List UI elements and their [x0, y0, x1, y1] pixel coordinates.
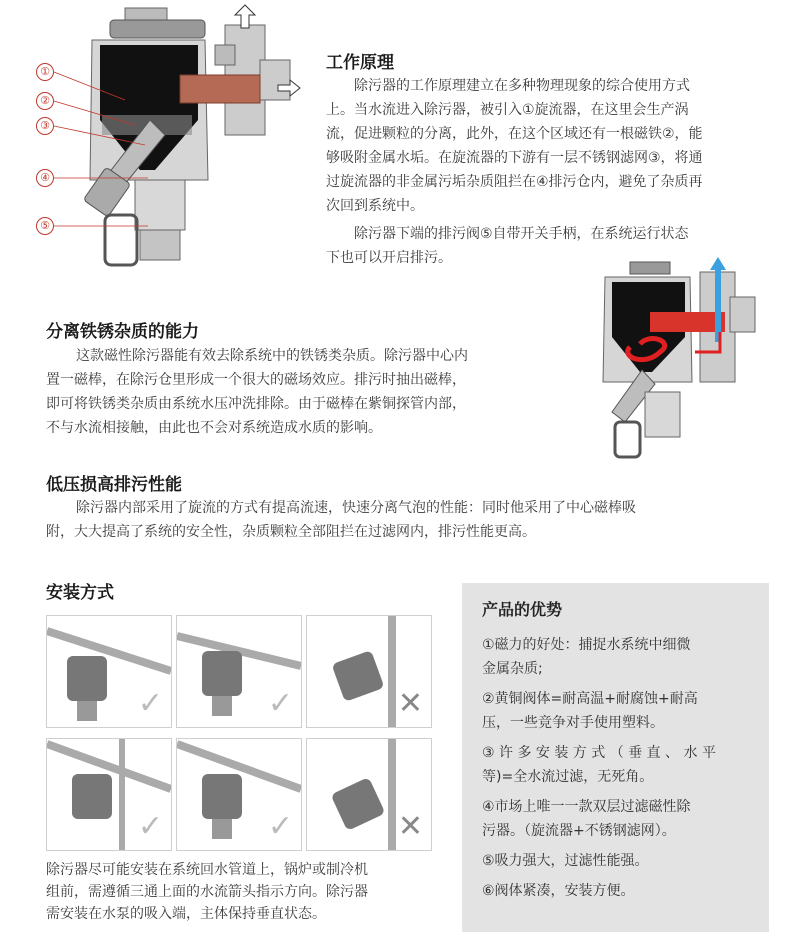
install-diagram-6	[306, 738, 432, 851]
advantage-item-6: ⑥阀体紧凑，安装方便。	[482, 883, 635, 899]
callout-4: ④	[36, 169, 54, 187]
callout-5: ⑤	[36, 217, 54, 235]
advantages-title: 产品的优势	[482, 600, 563, 619]
advantage-item-2: ②黄铜阀体=耐高温+耐腐蚀+耐高 压，一些竞争对手使用塑料。	[482, 691, 698, 731]
install-diagram-5	[176, 738, 302, 851]
callout-1: ①	[36, 63, 54, 81]
advantage-item-3: ③ 许 多 安 装 方 式 （ 垂 直 、 水 平 等)=全水流过滤，无死角。	[482, 745, 716, 785]
check-mark: ✓	[267, 809, 293, 844]
callout-2: ②	[36, 92, 54, 110]
callout-3: ③	[36, 117, 54, 135]
advantage-item-1: ①磁力的好处：捕捉水系统中细微 金属杂质;	[482, 637, 691, 677]
advantage-item-5: ⑤吸力强大，过滤性能强。	[482, 853, 649, 869]
cross-mark: ✕	[397, 686, 423, 721]
filter-cutaway-diagram	[30, 0, 330, 275]
check-mark: ✓	[137, 686, 163, 721]
advantages-panel	[462, 583, 769, 932]
low-pressure-title: 低压损高排污性能	[46, 475, 182, 495]
installation-title: 安装方式	[46, 583, 114, 603]
cross-mark: ✕	[397, 809, 423, 844]
working-principle-para2: 除污器下端的排污阀⑤自带开关手柄，在系统运行状态 下也可以开启排污。	[326, 226, 689, 266]
check-mark: ✓	[267, 686, 293, 721]
install-diagram-2	[176, 615, 302, 728]
install-diagram-3	[306, 615, 432, 728]
rust-separation-title: 分离铁锈杂质的能力	[46, 322, 199, 342]
low-pressure-text: 除污器内部采用了旋流的方式有提高流速，快速分离气泡的性能：同时他采用了中心磁棒吸 附，大大提高了系统的安全性，杂质颗粒全部阻拦在过滤网内，排污性能更高。	[46, 500, 636, 540]
working-principle-para1: 除污器的工作原理建立在多种物理现象的综合使用方式 上。当水流进入除污器，被引入①旋流器，在这里会生产涡 流，促进颗粒的分离，此外，在这个区域还有一根磁铁②，能 够吸附金属水垢。在旋流器的下游有一层不锈钢滤网③，将通 过旋流器的非金属污垢杂质阻拦在④排污仓内，避免了杂质再 次回到系统中。	[326, 78, 703, 214]
rust-separation-text: 这款磁性除污器能有效去除系统中的铁锈类杂质。除污器中心内 置一磁棒，在除污仓里形成一个很大的磁场效应。排污时抽出磁棒， 即可将铁锈类杂质由系统水压冲洗排除。由于磁棒在紫铜探管内部， 不与水流相接触，由此也不会对系统造成水质的影响。	[46, 348, 468, 436]
install-diagram-1	[46, 615, 172, 728]
working-principle-title: 工作原理	[326, 53, 394, 73]
install-diagram-4	[46, 738, 172, 851]
advantage-item-4: ④市场上唯一一款双层过滤磁性除 污器。（旋流器+不锈钢滤网）。	[482, 799, 691, 839]
check-mark: ✓	[137, 809, 163, 844]
flow-diagram	[590, 252, 770, 462]
installation-note: 除污器尽可能安装在系统回水管道上，锅炉或制冷机 组前，需遵循三通上面的水流箭头指示方向。除污器 需安装在水泵的吸入端，主体保持垂直状态。	[46, 862, 368, 922]
